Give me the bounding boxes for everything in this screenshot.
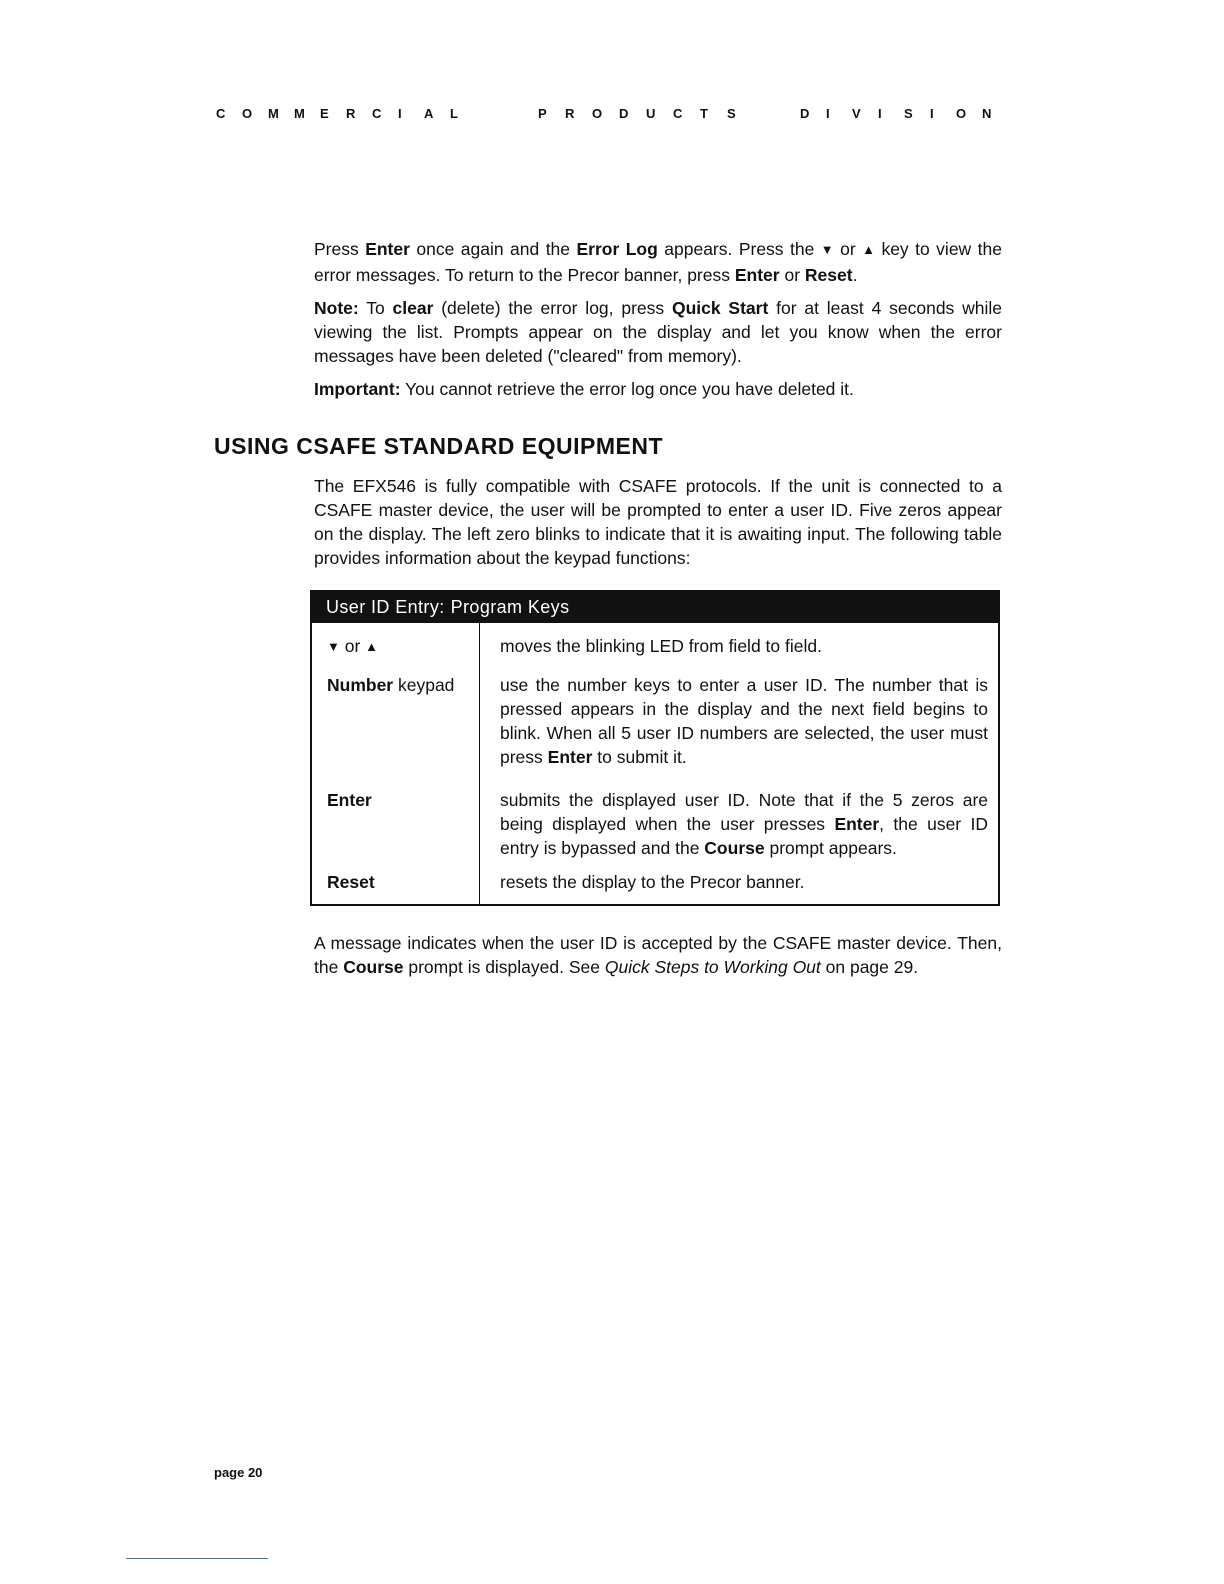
header-letter: M [268,106,279,121]
important-label: Important: [314,379,401,399]
column-divider [479,623,480,904]
up-arrow-icon: ▲ [365,639,379,654]
scan-artifact-line [126,1558,268,1559]
closing-paragraph [314,931,1002,979]
enter-key-ref: Enter [365,239,410,259]
important-paragraph [314,377,1002,401]
closing-section [314,931,1002,988]
course-ref: Course [704,838,765,858]
note-paragraph [314,296,1002,368]
error-log-paragraph [314,237,1002,287]
table-title [312,590,998,623]
csafe-paragraph: The EFX546 is fully compatible with CSAFE protocols. If the unit is connected to a CSAFE master device, the user will be prompted to enter a user ID. Five zeros appear on the display. The left zero blinks to indicate that it is awaiting input. The following table provides information about the keypad functions: [314,476,1002,568]
header-letter: P [538,106,547,121]
intro-section [314,237,1002,410]
text-run: or [779,265,805,285]
text-run: on page 29. [820,957,919,977]
text-run: submits the displayed user ID. Note that if the 5 zeros are being displayed when the user presses [500,790,988,834]
text-run: To [358,298,393,318]
section-heading: USING CSAFE STANDARD EQUIPMENT [214,433,664,459]
header-letter: I [826,106,830,121]
page-number: page 20 [214,1465,263,1480]
enter-key-ref: Enter [547,747,593,767]
header-letter: C [372,106,382,121]
header-letter: S [727,106,736,121]
text-run: (delete) the error log, press [433,298,672,318]
header-letter: R [565,106,575,121]
header-letter: D [800,106,810,121]
text-run: Press [314,239,366,259]
text-run: Number [327,675,394,695]
down-arrow-icon: ▼ [820,242,834,257]
description-cell [480,788,998,870]
header-letter: C [673,106,683,121]
header-letter: T [700,106,708,121]
text-run: appears. Press the [657,239,821,259]
text-run: prompt is displayed. See [403,957,605,977]
course-ref: Course [343,957,404,977]
table-body [312,623,998,904]
text-run: . [852,265,858,285]
text-run: or [833,239,863,259]
table-title-part: Program Keys [450,597,570,617]
key-cell: Enter [327,790,372,810]
clear-ref: clear [392,298,434,318]
table-row [312,623,998,667]
text-run: once again and the [409,239,577,259]
header-letter: A [424,106,434,121]
enter-key-ref: Enter [834,814,880,834]
table-row [312,870,998,904]
header-letter: S [904,106,913,121]
program-keys-table [310,590,1000,906]
header-letter: N [982,106,992,121]
header-letter: O [242,106,253,121]
key-cell [312,634,480,667]
header-letter: L [450,106,458,121]
header-letter: I [878,106,882,121]
header-letter: V [852,106,861,121]
header-letter: C [216,106,226,121]
header-letter: I [930,106,934,121]
header-letter: E [320,106,329,121]
text-run: key to view the error messages. To return to the Precor banner, press [314,239,1002,285]
error-log-ref: Error Log [576,239,658,259]
table-row [312,667,998,784]
header-letter: O [956,106,967,121]
header-letter: D [619,106,629,121]
running-header [216,106,1016,121]
text-run: for at least 4 seconds while viewing the list. Prompts appear on the display and let you know when the error messages have been deleted ("cleared" from memory). [314,298,1003,366]
header-letter: I [398,106,402,121]
header-letter: O [592,106,603,121]
reset-key-ref: Reset [804,265,853,285]
text-run: You cannot retrieve the error log once you have deleted it. [400,379,854,399]
text-run: use the number keys to enter a user ID. The number that is pressed appears in the display and the next field begins to blink. When all 5 user ID numbers are selected, the user must press [500,675,988,767]
cross-reference: Quick Steps to Working Out [604,957,821,977]
text-run: or [339,636,366,656]
description-cell: resets the display to the Precor banner. [500,872,805,892]
csafe-section [314,474,1002,579]
text-run: prompt appears. [764,838,897,858]
down-arrow-icon: ▼ [327,639,340,654]
quick-start-ref: Quick Start [671,298,769,318]
header-letter: R [346,106,356,121]
description-cell [480,673,998,784]
key-cell [312,673,480,784]
table-row [312,784,998,870]
key-cell: Reset [327,872,375,892]
description-cell: moves the blinking LED from field to field. [500,636,822,656]
header-letter: U [646,106,656,121]
text-run: A message indicates when the user ID is accepted by the CSAFE master device. Then, the [314,933,1002,977]
header-letter: M [294,106,305,121]
text-run: to submit it. [592,747,687,767]
text-run: , the user ID entry is bypassed and the [500,814,988,858]
up-arrow-icon: ▲ [862,242,875,257]
note-label: Note: [314,298,359,318]
enter-key-ref: Enter [734,265,780,285]
table-title-part: User ID Entry: [326,597,445,617]
text-run: keypad [393,675,455,695]
